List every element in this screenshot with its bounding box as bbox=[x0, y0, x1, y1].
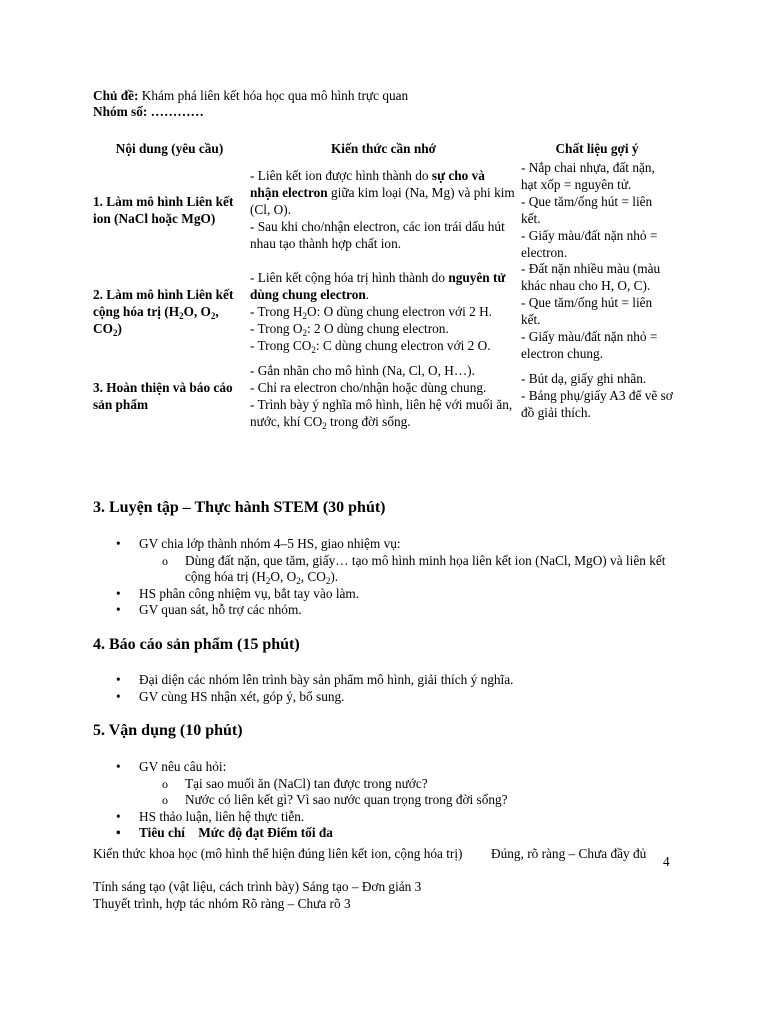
list-item bbox=[93, 759, 683, 809]
knowledge-text: - Sau khi cho/nhận electron, các ion trái dấu hút nhau tạo thành hợp chất ion. bbox=[250, 219, 505, 252]
sub-list-item: o Nước có liên kết gì? Vì sao nước quan trọng trong đời sống? bbox=[139, 792, 683, 809]
knowledge-text: - Gắn nhãn cho mô hình (Na, Cl, O, H…). bbox=[250, 362, 475, 378]
section-title: 3. Luyện tập – Thực hành STEM (30 phút) bbox=[93, 499, 386, 516]
knowledge-emphasis: sự cho và nhận electron bbox=[250, 168, 485, 201]
knowledge-text: giữa kim loại (Na, Mg) và phi kim (Cl, O). bbox=[250, 185, 515, 218]
knowledge-text: - Trong CO bbox=[250, 337, 312, 353]
list-item: • Đại diện các nhóm lên trình bày sản phẩm mô hình, giải thích ý nghĩa. bbox=[93, 672, 683, 689]
knowledge-text: - Chỉ ra electron cho/nhận hoặc dùng chung. bbox=[250, 379, 487, 395]
table-header: Chất liệu gợi ý bbox=[555, 140, 639, 156]
section5-list bbox=[93, 759, 683, 842]
criteria-level: Đúng, rõ ràng – Chưa đầy đủ bbox=[491, 846, 647, 861]
material-item: - Que tăm/ống hút = liên kết. bbox=[521, 295, 653, 328]
task-cell: 3. Hoàn thiện và báo cáo sản phẩm bbox=[93, 379, 233, 412]
knowledge-text: . bbox=[365, 286, 370, 302]
task-text: ) bbox=[117, 320, 122, 336]
task-text: , CO bbox=[93, 303, 219, 336]
section-title: 5. Vận dụng (10 phút) bbox=[93, 722, 243, 739]
subscript: 2 bbox=[302, 310, 307, 321]
section-title: 4. Báo cáo sản phẩm (15 phút) bbox=[93, 636, 300, 653]
knowledge-text bbox=[250, 397, 517, 431]
plan-table bbox=[91, 140, 675, 431]
subscript: 2 bbox=[112, 327, 118, 338]
topic-label: Chủ đề: bbox=[93, 88, 139, 103]
subscript: 2 bbox=[179, 310, 184, 321]
sub-list-item bbox=[139, 553, 683, 586]
table-header-row bbox=[91, 140, 675, 160]
criteria-row: Thuyết trình, hợp tác nhóm Rõ ràng – Chưa rõ 3 bbox=[93, 895, 351, 911]
group-line bbox=[93, 104, 683, 120]
table-header: Nội dung (yêu cầu) bbox=[115, 140, 224, 156]
document-header bbox=[93, 88, 683, 120]
group-value: ………… bbox=[150, 104, 204, 119]
material-item: - Que tăm/ống hút = liên kết. bbox=[521, 193, 653, 226]
subscript: 2 bbox=[296, 576, 301, 587]
list-item: • GV quan sát, hỗ trợ các nhóm. bbox=[93, 602, 683, 619]
list-item-text: Dùng đất nặn, que tăm, giấy… tạo mô hình minh họa liên kết ion (NaCl, MgO) và liên kết cộng hóa trị (H bbox=[185, 552, 666, 585]
material-item: - Nắp chai nhựa, đất nặn, hạt xốp = nguyên tử. bbox=[521, 160, 655, 192]
subscript: 2 bbox=[325, 576, 331, 587]
criteria-text: Kiến thức khoa học (mô hình thể hiện đúng liên kết ion, cộng hóa trị) bbox=[93, 846, 463, 861]
subscript: 2 bbox=[311, 344, 316, 355]
table-row bbox=[91, 160, 675, 261]
knowledge-text: - Liên kết cộng hóa trị hình thành do bbox=[250, 269, 449, 285]
criteria-block bbox=[93, 846, 683, 912]
list-item: • HS thảo luận, liên hệ thực tiễn. bbox=[93, 809, 683, 826]
subscript: 2 bbox=[322, 420, 327, 431]
materials-cell bbox=[519, 363, 675, 431]
criteria-score: 4 bbox=[663, 854, 670, 869]
list-item-text: ). bbox=[330, 569, 339, 585]
list-item-text: GV chia lớp thành nhóm 4–5 HS, giao nhiệm vụ: bbox=[139, 536, 401, 551]
section4-list bbox=[93, 672, 683, 705]
list-item-text: O, O bbox=[270, 569, 297, 585]
list-item bbox=[93, 536, 683, 586]
criteria-row: Tính sáng tạo (vật liệu, cách trình bày) Sáng tạo – Đơn giản 3 bbox=[93, 879, 422, 894]
material-item: - Giấy màu/đất nặn nhỏ = electron. bbox=[521, 227, 658, 260]
sub-list bbox=[139, 776, 683, 809]
topic-text: Khám phá liên kết hóa học qua mô hình trực quan bbox=[141, 88, 409, 103]
knowledge-text: O: O dùng chung electron với 2 H. bbox=[306, 303, 492, 319]
knowledge-text: - Liên kết ion được hình thành do bbox=[250, 168, 432, 184]
material-item: - Bút dạ, giấy ghi nhãn. bbox=[521, 371, 647, 387]
subscript: 2 bbox=[210, 310, 216, 321]
material-item: - Giấy màu/đất nặn nhỏ = electron chung. bbox=[521, 329, 658, 361]
knowledge-text: trong đời sống. bbox=[326, 413, 411, 429]
subscript: 2 bbox=[265, 576, 271, 587]
knowledge-text: : 2 O dùng chung electron. bbox=[306, 320, 449, 336]
knowledge-text: : C dùng chung electron với 2 O. bbox=[315, 337, 491, 353]
knowledge-text: - Trong H bbox=[250, 303, 303, 319]
material-item: - Bảng phụ/giấy A3 để vẽ sơ đồ giải thích. bbox=[521, 388, 673, 421]
knowledge-cell bbox=[248, 261, 519, 362]
task-text: 2. Làm mô hình Liên kết cộng hóa trị (H bbox=[93, 286, 234, 319]
materials-cell bbox=[519, 160, 675, 261]
task-cell bbox=[91, 261, 248, 362]
table-header: Kiến thức cần nhớ bbox=[330, 140, 437, 156]
task-cell: 1. Làm mô hình Liên kết ion (NaCl hoặc MgO) bbox=[93, 193, 234, 226]
sub-list bbox=[139, 553, 683, 586]
list-item: • HS phân công nhiệm vụ, bắt tay vào làm. bbox=[93, 586, 683, 603]
table-row bbox=[91, 363, 675, 431]
material-item: - Đất nặn nhiều màu (màu khác nhau cho H, O, C). bbox=[521, 261, 661, 294]
subscript: 2 bbox=[302, 327, 307, 338]
knowledge-text: - Trong O bbox=[250, 320, 303, 336]
section3-list bbox=[93, 536, 683, 619]
list-item: • Tiêu chí Mức độ đạt Điểm tối đa bbox=[93, 825, 683, 842]
knowledge-cell bbox=[248, 363, 519, 431]
list-item-text: , CO bbox=[300, 569, 326, 585]
sub-list-item: o Tại sao muối ăn (NaCl) tan được trong nước? bbox=[139, 776, 683, 793]
knowledge-cell bbox=[248, 160, 519, 261]
group-label: Nhóm số: bbox=[93, 104, 148, 119]
knowledge-text: - Trình bày ý nghĩa mô hình, liên hệ với muối ăn, nước, khí CO bbox=[250, 396, 513, 429]
table-row bbox=[91, 261, 675, 362]
criteria-row bbox=[93, 846, 683, 879]
materials-cell bbox=[519, 261, 675, 362]
list-item-text: GV nêu câu hỏi: bbox=[139, 759, 227, 774]
list-item: • GV cùng HS nhận xét, góp ý, bổ sung. bbox=[93, 689, 683, 706]
task-text: O, O bbox=[183, 303, 211, 319]
topic-line bbox=[93, 88, 683, 104]
knowledge-emphasis: nguyên tử dùng chung electron bbox=[250, 269, 506, 302]
